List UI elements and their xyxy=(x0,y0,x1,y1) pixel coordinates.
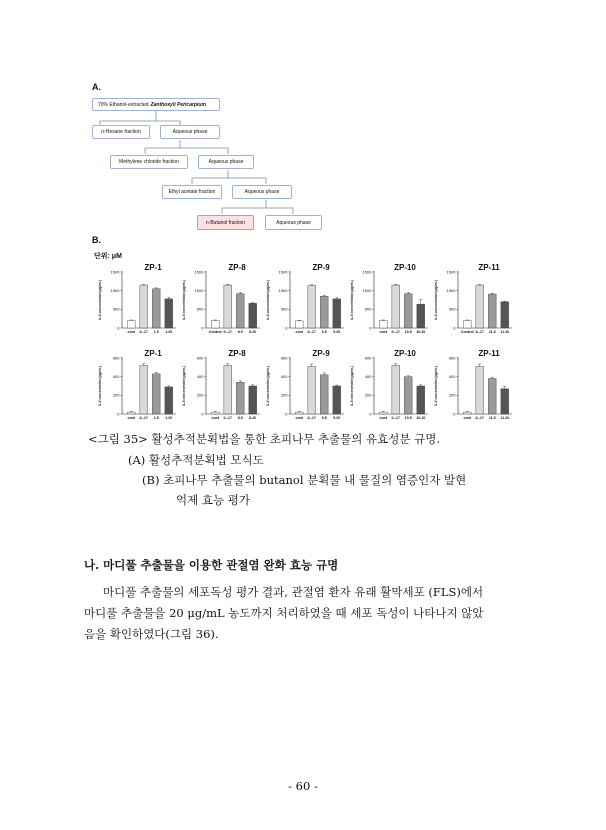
bar xyxy=(152,374,160,414)
y-tick-label: 1000 xyxy=(194,288,204,294)
y-tick-label: 400 xyxy=(364,374,372,380)
y-tick-label: 1000 xyxy=(446,288,456,294)
chart-title: ZP-10 xyxy=(394,263,416,272)
y-tick-label: 1000 xyxy=(110,288,120,294)
flow-box-n-hexane: n-Hexane fraction xyxy=(92,125,150,139)
bar xyxy=(140,285,148,328)
bar xyxy=(249,386,257,414)
chart-zp-10-row2 xyxy=(348,348,430,428)
y-axis-label: IL-6 concentration (pg/mL) xyxy=(434,365,438,407)
y-axis-label: IL-6 concentration (pg/mL) xyxy=(98,365,102,407)
x-tick-label: cont xyxy=(295,416,304,420)
y-tick-label: 400 xyxy=(280,374,288,380)
x-tick-label: 9.20 xyxy=(333,416,341,420)
x-tick-label: cont xyxy=(295,330,304,334)
bar xyxy=(333,386,341,414)
bar xyxy=(236,382,244,414)
chart-title: ZP-8 xyxy=(228,263,246,272)
figure-caption: <그림 35> 활성추적분획법을 통한 초피나무 추출물의 유효성분 규명. xyxy=(88,432,440,446)
chart-title: ZP-11 xyxy=(478,263,500,272)
x-tick-label: 8.5 xyxy=(237,416,243,420)
chart-zp-9-row1 xyxy=(264,262,346,342)
x-tick-label: IL-17 xyxy=(475,416,484,420)
x-tick-label: 11.5 xyxy=(488,330,496,334)
y-tick-label: 500 xyxy=(448,306,456,312)
bar xyxy=(488,294,496,328)
x-tick-label: 1.5 xyxy=(153,416,159,420)
chart-zp-11-row2 xyxy=(432,348,514,428)
x-tick-label: 10.20 xyxy=(416,416,426,420)
x-tick-label: IL-17 xyxy=(139,330,148,334)
flow-title-species: Zanthoxyli Pericarpium xyxy=(150,101,206,108)
chart-zp-10-row1 xyxy=(348,262,430,342)
bar xyxy=(417,304,425,328)
body-line-3: 음을 확인하였다(그림 36). xyxy=(84,627,219,641)
bar xyxy=(417,386,425,414)
y-tick-label: 1000 xyxy=(278,288,288,294)
y-tick-label: 0 xyxy=(369,411,372,417)
bar xyxy=(211,321,219,328)
x-tick-label: 8.20 xyxy=(249,416,257,420)
y-tick-label: 0 xyxy=(285,411,288,417)
y-tick-label: 0 xyxy=(453,411,456,417)
y-tick-label: 1500 xyxy=(194,269,204,275)
caption-item-b-line2: 억제 효능 평가 xyxy=(176,493,250,507)
x-tick-label: 10.20 xyxy=(416,330,426,334)
flowchart-connectors xyxy=(0,0,606,240)
y-tick-label: 600 xyxy=(364,355,372,361)
y-tick-label: 0 xyxy=(453,325,456,331)
y-axis-label: IL-6 concentration (pg/mL) xyxy=(98,279,102,321)
x-tick-label: IL-17 xyxy=(391,416,400,420)
y-tick-label: 0 xyxy=(201,325,204,331)
x-tick-label: IL-17 xyxy=(223,330,232,334)
x-tick-label: cont xyxy=(127,416,136,420)
x-tick-label: 9.20 xyxy=(333,330,341,334)
bar xyxy=(392,285,400,328)
y-tick-label: 600 xyxy=(112,355,120,361)
y-tick-label: 400 xyxy=(112,374,120,380)
chart-title: ZP-1 xyxy=(144,263,162,272)
x-tick-label: 10.5 xyxy=(404,330,412,334)
y-tick-label: 200 xyxy=(112,392,120,398)
x-tick-label: cont xyxy=(379,330,388,334)
unit-label: 단위: μM xyxy=(94,253,122,260)
bar xyxy=(463,412,471,414)
x-tick-label: 8.20 xyxy=(249,330,257,334)
x-tick-label: 9.5 xyxy=(321,330,327,334)
x-tick-label: 9.5 xyxy=(321,416,327,420)
bar xyxy=(320,375,328,414)
bar xyxy=(249,303,257,328)
x-tick-label: cont xyxy=(463,416,472,420)
chart-title: ZP-1 xyxy=(144,349,162,358)
y-tick-label: 200 xyxy=(448,392,456,398)
flow-box-aqueous-3: Aqueous phase xyxy=(232,185,292,199)
panel-b-label: B. xyxy=(92,235,101,245)
caption-item-a: (A) 활성추적분획법 모식도 xyxy=(128,453,264,467)
chart-zp-11-row1 xyxy=(432,262,514,342)
y-axis-label: IL-6 concentration (pg/mL) xyxy=(182,279,186,321)
x-tick-label: cont xyxy=(211,416,220,420)
bar xyxy=(165,387,173,414)
bar xyxy=(224,365,232,414)
bar xyxy=(295,412,303,414)
y-tick-label: 0 xyxy=(117,325,120,331)
chart-zp-9-row2 xyxy=(264,348,346,428)
x-tick-label: 11.20 xyxy=(500,416,510,420)
panel-a-label: A. xyxy=(92,82,101,92)
y-tick-label: 0 xyxy=(201,411,204,417)
bar xyxy=(333,299,341,328)
bar xyxy=(152,289,160,328)
y-axis-label: IL-6 concentration (pg/mL) xyxy=(182,365,186,407)
bar xyxy=(476,366,484,414)
x-tick-label: IL-17 xyxy=(391,330,400,334)
bar xyxy=(127,412,135,414)
y-tick-label: 200 xyxy=(364,392,372,398)
y-tick-label: 0 xyxy=(285,325,288,331)
chart-title: ZP-8 xyxy=(228,349,246,358)
flow-box-aqueous-2: Aqueous phase xyxy=(198,155,254,169)
bar xyxy=(295,321,303,328)
bar xyxy=(501,302,509,328)
y-tick-label: 500 xyxy=(280,306,288,312)
x-tick-label: IL-17 xyxy=(223,416,232,420)
chart-zp-8-row1 xyxy=(180,262,262,342)
bar xyxy=(308,366,316,414)
page-number: - 60 - xyxy=(288,779,318,793)
x-tick-label: IL-17 xyxy=(307,330,316,334)
bar xyxy=(501,389,509,414)
chart-zp-8-row2 xyxy=(180,348,262,428)
bar xyxy=(488,379,496,414)
y-tick-label: 1500 xyxy=(446,269,456,275)
flow-box-ethanol-extract xyxy=(92,98,220,111)
y-tick-label: 600 xyxy=(196,355,204,361)
x-tick-label: Control xyxy=(460,330,474,334)
chart-title: ZP-11 xyxy=(478,349,500,358)
x-tick-label: Control xyxy=(208,330,222,334)
y-tick-label: 500 xyxy=(196,306,204,312)
section-title: 나. 마디풀 추출물을 이용한 관절염 완화 효능 규명 xyxy=(84,558,339,572)
y-axis-label: IL-6 concentration (pg/mL) xyxy=(266,279,270,321)
y-tick-label: 400 xyxy=(448,374,456,380)
chart-title: ZP-9 xyxy=(312,263,330,272)
x-tick-label: 1.20 xyxy=(165,330,173,334)
y-axis-label: IL-6 concentration (pg/mL) xyxy=(434,279,438,321)
x-tick-label: IL-17 xyxy=(475,330,484,334)
chart-zp-1-row1 xyxy=(96,262,178,342)
x-tick-label: 11.5 xyxy=(488,416,496,420)
y-tick-label: 400 xyxy=(196,374,204,380)
y-tick-label: 1500 xyxy=(362,269,372,275)
x-tick-label: 8.5 xyxy=(237,330,243,334)
x-tick-label: 11.20 xyxy=(500,330,510,334)
flow-box-aqueous-4: Aqueous phase xyxy=(265,215,322,230)
y-axis-label: IL-6 concentration (pg/mL) xyxy=(266,365,270,407)
chart-title: ZP-9 xyxy=(312,349,330,358)
y-tick-label: 500 xyxy=(112,306,120,312)
flow-box-n-butanol: n-Butanol fraction xyxy=(197,215,254,230)
body-line-2: 마디풀 추출물을 20 μg/mL 농도까지 처리하였을 때 세포 독성이 나타나지 않았 xyxy=(84,606,484,620)
flow-box-ethyl-acetate: Ethyl acetate fraction xyxy=(162,185,222,199)
x-tick-label: cont xyxy=(379,416,388,420)
y-tick-label: 500 xyxy=(364,306,372,312)
bar xyxy=(379,412,387,414)
bar xyxy=(224,285,232,328)
x-tick-label: 1.5 xyxy=(153,330,159,334)
y-tick-label: 0 xyxy=(369,325,372,331)
bar xyxy=(476,285,484,328)
caption-item-b-line1: (B) 초피나무 추출물의 butanol 분획물 내 물질의 염증인자 발현 xyxy=(142,473,467,487)
bar xyxy=(379,321,387,328)
flow-title-prefix: 70% Ethanol-extracted xyxy=(98,101,149,108)
y-tick-label: 0 xyxy=(117,411,120,417)
x-tick-label: 10.5 xyxy=(404,416,412,420)
flow-box-methylene-chloride: Methylene chloride fraction xyxy=(110,155,188,169)
bar xyxy=(463,321,471,328)
bar xyxy=(127,321,135,328)
bar xyxy=(404,377,412,414)
bar xyxy=(211,412,219,414)
chart-title: ZP-10 xyxy=(394,349,416,358)
x-tick-label: 1.20 xyxy=(165,416,173,420)
y-axis-label: IL-6 concentration (pg/mL) xyxy=(350,279,354,321)
bar xyxy=(140,365,148,414)
y-tick-label: 200 xyxy=(280,392,288,398)
y-tick-label: 600 xyxy=(448,355,456,361)
flow-box-aqueous-1: Aqueous phase xyxy=(160,125,220,139)
body-line-1: 마디풀 추출물의 세포독성 평가 결과, 관절염 환자 유래 활막세포 (FLS)에서 xyxy=(103,585,484,599)
chart-zp-1-row2 xyxy=(96,348,178,428)
bar xyxy=(165,299,173,328)
bar xyxy=(404,294,412,328)
bar xyxy=(320,296,328,328)
y-tick-label: 200 xyxy=(196,392,204,398)
x-tick-label: IL-17 xyxy=(139,416,148,420)
x-tick-label: IL-17 xyxy=(307,416,316,420)
bar xyxy=(392,365,400,414)
bar xyxy=(308,285,316,328)
x-tick-label: cont xyxy=(127,330,136,334)
y-tick-label: 600 xyxy=(280,355,288,361)
y-tick-label: 1500 xyxy=(110,269,120,275)
y-tick-label: 1500 xyxy=(278,269,288,275)
y-tick-label: 1000 xyxy=(362,288,372,294)
bar xyxy=(236,294,244,328)
y-axis-label: IL-6 concentration (pg/mL) xyxy=(350,365,354,407)
